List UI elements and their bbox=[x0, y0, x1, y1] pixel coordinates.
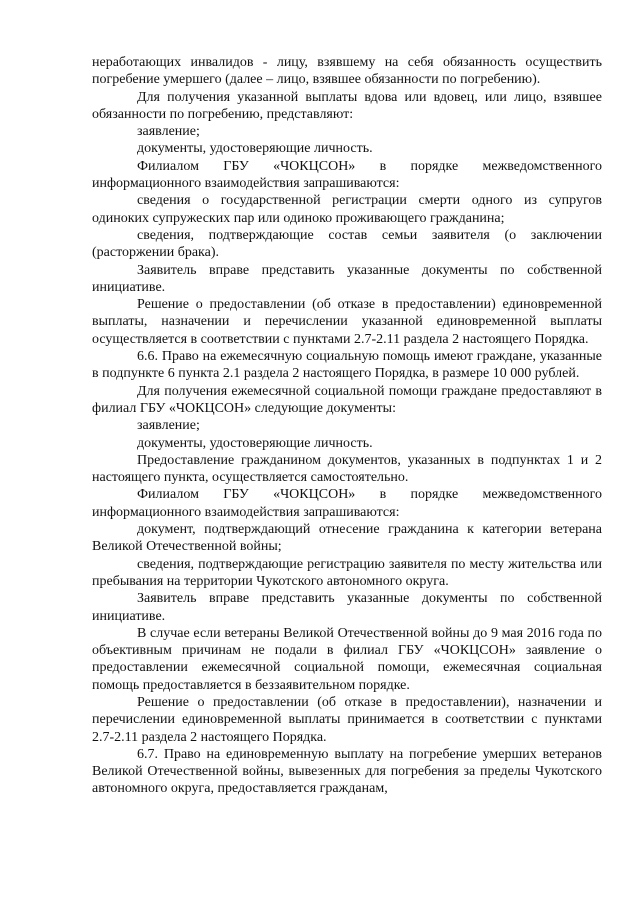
paragraph: Для получения указанной выплаты вдова или вдовец, или лицо, взявшее обязанности по погребению, представляют: bbox=[92, 89, 602, 122]
paragraph: неработающих инвалидов - лицу, взявшему на себя обязанность осуществить погребение умершего (далее – лицо, взявшее обязанности по погребению). bbox=[92, 55, 602, 88]
paragraph: Филиалом ГБУ «ЧОКЦСОН» в порядке межведомственного информационного взаимодействия запрашиваются: bbox=[92, 158, 602, 192]
paragraph: Филиалом ГБУ «ЧОКЦСОН» в порядке межведомственного информационного взаимодействия запрашиваются: bbox=[92, 487, 602, 520]
paragraph: Заявитель вправе представить указанные документы по собственной инициативе. bbox=[92, 262, 602, 295]
paragraph: 6.6. Право на ежемесячную социальную помощь имеют граждане, указанные в подпункте 6 пункта 2.1 раздела 2 настоящего Порядка, в размере 10 000 рублей. bbox=[92, 349, 602, 382]
paragraph: Заявитель вправе представить указанные документы по собственной инициативе. bbox=[92, 591, 602, 624]
paragraph: сведения, подтверждающие состав семьи заявителя (о заключении (расторжении брака). bbox=[92, 227, 602, 261]
paragraph: документы, удостоверяющие личность. bbox=[137, 141, 373, 157]
paragraph: В случае если ветераны Великой Отечественной войны до 9 мая 2016 года по объективным причинам не подали в филиал ГБУ «ЧОКЦСОН» заявление о предоставлении ежемесячной социальной помощи, ежемесячная социальная помощь предоставляется в беззаявительном порядке. bbox=[92, 625, 602, 693]
paragraph: Решение о предоставлении (об отказе в предоставлении), назначении и перечислении единовременной выплаты принимается в соответствии с пунктами 2.7-2.11 раздела 2 настоящего Порядка. bbox=[92, 694, 602, 745]
paragraph: сведения о государственной регистрации смерти одного из супругов одиноких супружеских пар или одиноко проживающего гражданина; bbox=[92, 193, 602, 226]
paragraph: документы, удостоверяющие личность. bbox=[137, 435, 373, 451]
paragraph: заявление; bbox=[137, 418, 200, 434]
paragraph: Предоставление гражданином документов, указанных в подпунктах 1 и 2 настоящего пункта, осуществляется самостоятельно. bbox=[92, 452, 602, 486]
paragraph: Для получения ежемесячной социальной помощи граждане предоставляют в филиал ГБУ «ЧОКЦСОН» следующие документы: bbox=[92, 383, 602, 416]
paragraph: 6.7. Право на единовременную выплату на погребение умерших ветеранов Великой Отечественной войны, вывезенных для погребения за пределы Чукотского автономного округа, предоставляется гражданам, bbox=[92, 746, 602, 797]
paragraph: документ, подтверждающий отнесение гражданина к категории ветерана Великой Отечественной войны; bbox=[92, 522, 602, 555]
paragraph: сведения, подтверждающие регистрацию заявителя по месту жительства или пребывания на территории Чукотского автономного округа. bbox=[92, 556, 602, 589]
paragraph: Решение о предоставлении (об отказе в предоставлении) единовременной выплаты, назначении и перечислении указанной единовременной выплаты осуществляется в соответствии с пунктами 2.7-2.11 раздела 2 настоящего Порядка. bbox=[92, 297, 602, 347]
paragraph: заявление; bbox=[137, 124, 200, 140]
